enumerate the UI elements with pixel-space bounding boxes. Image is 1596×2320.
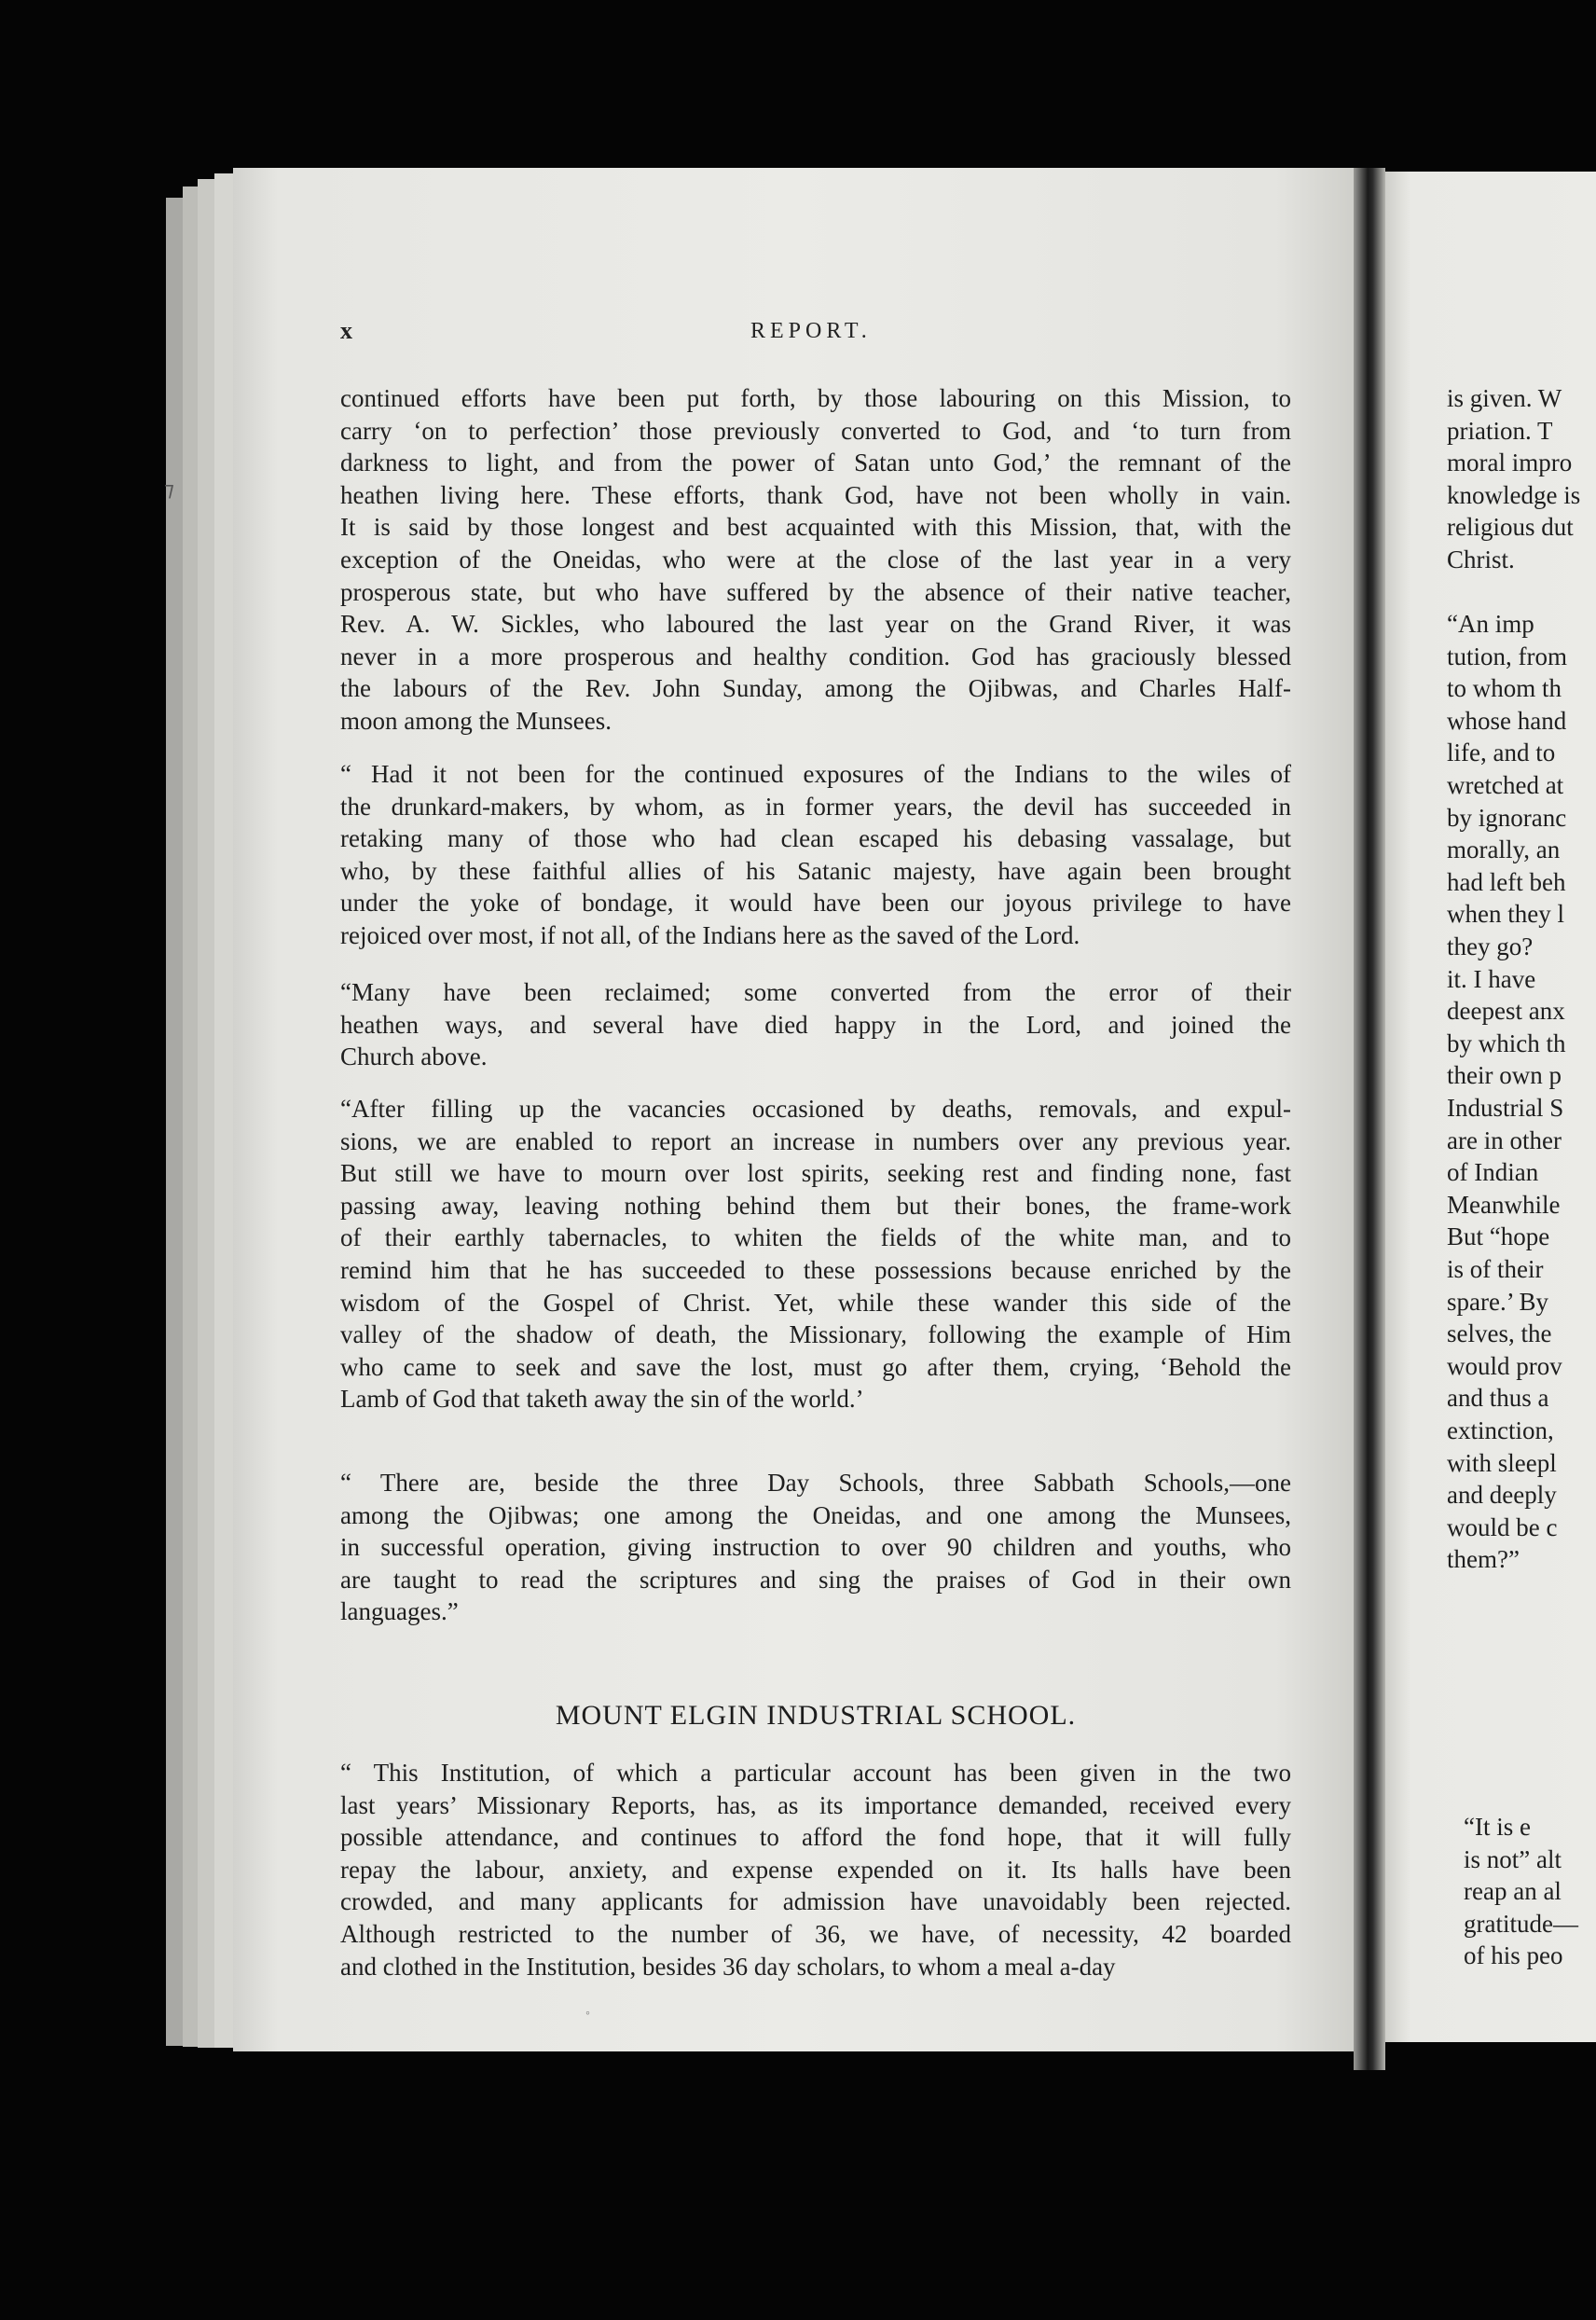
text-line: continued efforts have been put forth, by those labouring on this Mission, to	[340, 384, 1291, 412]
text-line: prosperous state, but who have suffered by the absence of their native teacher,	[340, 577, 1291, 606]
right-page-line: when they l	[1447, 900, 1564, 929]
text-line: last years’ Missionary Reports, has, as its importance demanded, received every	[340, 1790, 1291, 1819]
right-page-line: to whom th	[1447, 674, 1562, 703]
right-page-line: morally, an	[1447, 835, 1561, 864]
section-paragraph	[340, 1757, 1291, 1982]
right-page-line: selves, the	[1447, 1319, 1552, 1348]
right-page-line: are in other	[1447, 1125, 1562, 1154]
right-page-line: deepest anx	[1447, 997, 1565, 1026]
right-page-line: of Indian	[1447, 1158, 1539, 1187]
right-page-line: spare.’ By	[1447, 1287, 1548, 1316]
text-line: “Many have been reclaimed; some converted from the error of their	[340, 978, 1291, 1006]
text-line: carry ‘on to perfection’ those previously converted to God, and ‘to turn from	[340, 416, 1291, 445]
text-line: Church above.	[340, 1043, 488, 1071]
text-line: “After filling up the vacancies occasioned by deaths, removals, and expul-	[340, 1095, 1291, 1123]
text-line: Lamb of God that taketh away the sin of the world.’	[340, 1385, 864, 1414]
right-page-line: priation. T	[1447, 416, 1553, 445]
body-paragraph	[340, 1093, 1291, 1415]
text-line: exception of the Oneidas, who were at the close of the last year in a very	[340, 545, 1291, 573]
text-line: passing away, leaving nothing behind them but their bones, the frame-work	[340, 1191, 1291, 1220]
text-line: “ There are, beside the three Day Schools, three Sabbath Schools,—one	[340, 1469, 1291, 1497]
text-line: under the yoke of bondage, it would have been our joyous privilege to have	[340, 889, 1291, 918]
text-line: who, by these faithful allies of his Satanic majesty, have again been brought	[340, 856, 1291, 885]
right-page-line: gratitude—	[1464, 1909, 1578, 1938]
text-line: repay the labour, anxiety, and expense expended on it. Its halls have been	[340, 1855, 1291, 1884]
right-page-line: tution, from	[1447, 642, 1567, 670]
right-page-line: by which th	[1447, 1029, 1566, 1057]
right-page-line: “An imp	[1447, 610, 1534, 638]
right-page-line: is of their	[1447, 1255, 1544, 1283]
right-page-line: and thus a	[1447, 1384, 1549, 1413]
text-line: retaking many of those who had clean escaped his debasing vassalage, but	[340, 824, 1291, 853]
right-page-line: knowledge is	[1447, 480, 1581, 509]
text-line: darkness to light, and from the power of Satan unto God,’ the remnant of the	[340, 449, 1291, 477]
text-line: never in a more prosperous and healthy condition. God has graciously blessed	[340, 642, 1291, 670]
text-line: among the Ojibwas; one among the Oneidas, and one among the Munsees,	[340, 1500, 1291, 1529]
right-page-line: is given. W	[1447, 384, 1562, 412]
running-title: REPORT.	[750, 319, 872, 343]
body-paragraph	[340, 1467, 1291, 1628]
text-line: moon among the Munsees.	[340, 706, 612, 735]
text-line: are taught to read the scriptures and sing the praises of God in their own	[340, 1565, 1291, 1594]
text-line: heathen ways, and several have died happy in the Lord, and joined the	[340, 1010, 1291, 1039]
text-line: who came to seek and save the lost, must go after them, crying, ‘Behold the	[340, 1352, 1291, 1381]
section-heading: MOUNT ELGIN INDUSTRIAL SCHOOL.	[555, 1700, 1077, 1731]
text-line: sions, we are enabled to report an increase in numbers over any previous year.	[340, 1126, 1291, 1155]
right-page-line: they go?	[1447, 932, 1534, 960]
text-line: crowded, and many applicants for admission have unavoidably been rejected.	[340, 1887, 1291, 1916]
text-line: wisdom of the Gospel of Christ. Yet, while these wander this side of the	[340, 1288, 1291, 1317]
page-header	[340, 317, 1291, 354]
right-page-line: whose hand	[1447, 706, 1567, 735]
page-number: x	[340, 317, 352, 344]
text-line: Although restricted to the number of 36, we have, of necessity, 42 boarded	[340, 1919, 1291, 1948]
right-page-line: Meanwhile	[1447, 1190, 1561, 1219]
text-line: languages.”	[340, 1597, 459, 1626]
text-line: Rev. A. W. Sickles, who laboured the last year on the Grand River, it was	[340, 610, 1291, 639]
right-page-line: with sleepl	[1447, 1448, 1557, 1477]
right-page-line: moral impro	[1447, 449, 1573, 477]
text-line: and clothed in the Institution, besides 36 day scholars, to whom a meal a-day	[340, 1952, 1116, 1981]
right-page-line: life, and to	[1447, 739, 1556, 767]
text-line: of their earthly tabernacles, to whiten the fields of the white man, and to	[340, 1223, 1291, 1252]
right-page-line: Christ.	[1447, 545, 1515, 573]
right-page-line: would be c	[1447, 1512, 1558, 1541]
text-line: possible attendance, and continues to afford the fond hope, that it will fully	[340, 1823, 1291, 1852]
text-line: remind him that he has succeeded to these possessions because enriched by the	[340, 1255, 1291, 1284]
right-page-line: of his peo	[1464, 1941, 1563, 1970]
right-page-line: them?”	[1447, 1545, 1520, 1574]
right-page-line: Industrial S	[1447, 1094, 1564, 1122]
right-page-line: and deeply	[1447, 1481, 1557, 1510]
text-line: “ Had it not been for the continued exposures of the Indians to the wiles of	[340, 760, 1291, 788]
text-line: the drunkard-makers, by whom, as in former years, the devil has succeeded in	[340, 792, 1291, 821]
right-page-line: religious dut	[1447, 513, 1574, 542]
text-line: heathen living here. These efforts, thank God, have not been wholly in vain.	[340, 480, 1291, 509]
text-line: “ This Institution, of which a particular account has been given in the two	[340, 1759, 1291, 1787]
text-line: But still we have to mourn over lost spirits, seeking rest and finding none, fast	[340, 1159, 1291, 1188]
footer-mark: ◦	[585, 2007, 590, 2021]
right-page-line: “It is e	[1464, 1813, 1531, 1841]
body-paragraph	[340, 758, 1291, 952]
right-page-line: extinction,	[1447, 1416, 1554, 1444]
text-line: It is said by those longest and best acquainted with this Mission, that, with the	[340, 513, 1291, 542]
text-line: rejoiced over most, if not all, of the Indians here as the saved of the Lord.	[340, 920, 1080, 949]
text-line: in successful operation, giving instruction to over 90 children and youths, who	[340, 1533, 1291, 1562]
right-page-line: it. I have	[1447, 964, 1536, 993]
margin-mark: ⁊	[164, 477, 174, 501]
right-page-line: But “hope	[1447, 1222, 1550, 1251]
body-paragraph	[340, 976, 1291, 1073]
right-page-line: wretched at	[1447, 771, 1564, 799]
text-line: the labours of the Rev. John Sunday, among the Ojibwas, and Charles Half-	[340, 674, 1291, 703]
body-paragraph	[340, 382, 1291, 738]
right-page-line: by ignoranc	[1447, 803, 1567, 832]
right-page-line: reap an al	[1464, 1877, 1562, 1906]
right-page-line: had left beh	[1447, 867, 1566, 896]
book-gutter	[1354, 168, 1385, 2070]
right-page-line: is not” alt	[1464, 1844, 1562, 1873]
right-page-line: would prov	[1447, 1351, 1562, 1380]
text-line: valley of the shadow of death, the Missionary, following the example of Him	[340, 1320, 1291, 1349]
right-page-line: their own p	[1447, 1061, 1562, 1090]
